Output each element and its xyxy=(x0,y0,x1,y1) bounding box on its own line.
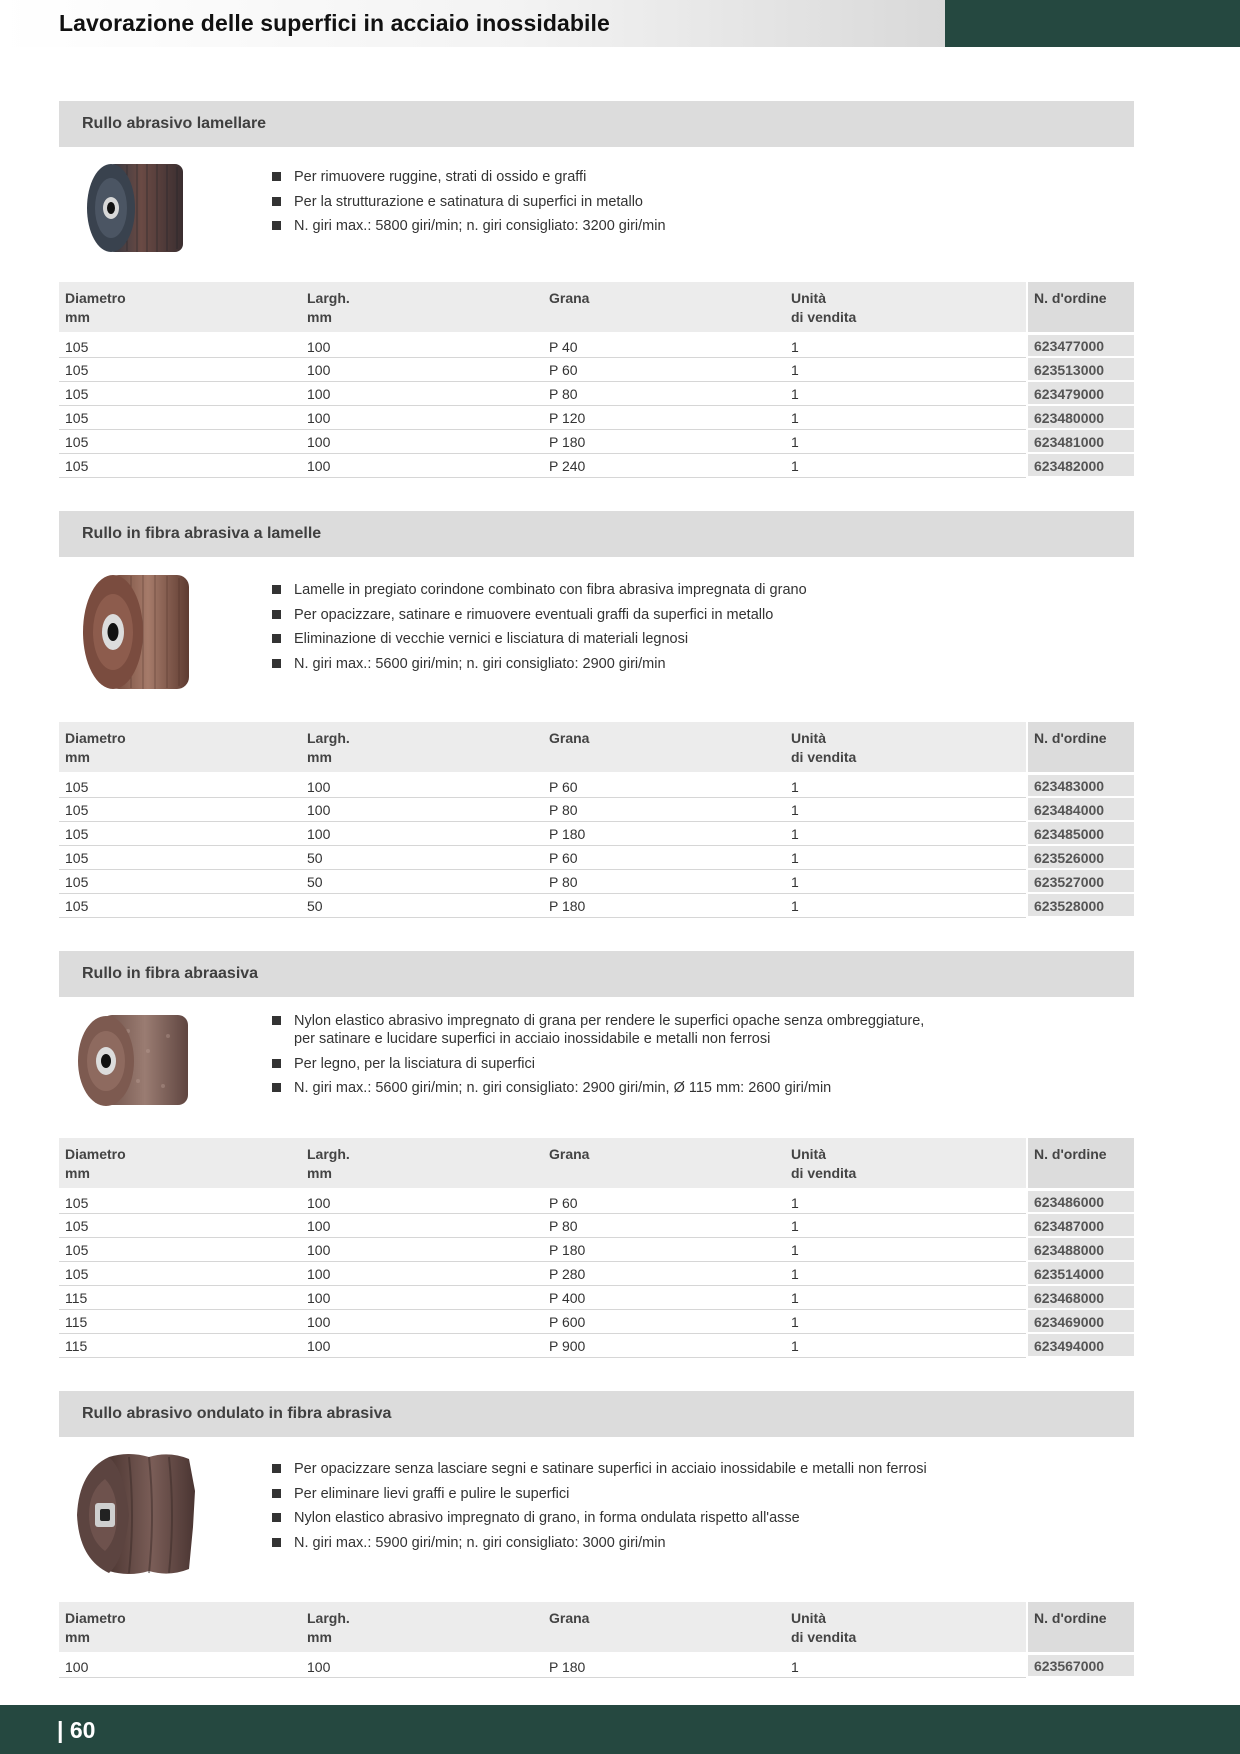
text-label: N. d'ordine xyxy=(1034,1610,1107,1626)
feature-item xyxy=(272,193,666,211)
column-header-grit xyxy=(543,722,785,773)
feature-item xyxy=(272,1079,924,1097)
order-number: 623482000 xyxy=(1027,453,1134,477)
table-cell: P 120 xyxy=(543,405,785,429)
table-row xyxy=(59,453,1134,477)
table-row xyxy=(59,773,1134,797)
text-label: Lamelle in pregiato corindone combinato con fibra abrasiva impregnata di grano xyxy=(294,582,807,598)
table-cell: 105 xyxy=(59,357,301,381)
feature-item xyxy=(272,168,666,186)
feature-list xyxy=(272,1460,927,1558)
text-label: N. giri max.: 5900 giri/min; n. giri consigliato: 3000 giri/min xyxy=(294,1534,666,1551)
text-label: mm xyxy=(65,749,90,765)
bullet-square-icon xyxy=(272,634,281,643)
table-cell: 100 xyxy=(301,453,543,477)
table-cell: 115 xyxy=(59,1333,301,1357)
table-row xyxy=(59,1261,1134,1285)
column-header-sales-unit xyxy=(785,1602,1027,1653)
feature-item xyxy=(272,655,807,673)
table-cell: P 180 xyxy=(543,1237,785,1261)
table-row xyxy=(59,1309,1134,1333)
text-label: Largh. xyxy=(307,1146,350,1162)
table-cell: 1 xyxy=(785,1653,1027,1677)
header-accent-block xyxy=(945,0,1240,47)
text-label: Eliminazione di vecchie vernici e lisciatura di materiali legnosi xyxy=(294,631,689,647)
wave-fibre-roller-image xyxy=(69,1451,205,1579)
product-table xyxy=(59,1602,1134,1678)
feature-item xyxy=(272,1460,927,1478)
text-label: Diametro xyxy=(65,290,126,306)
column-header-sales-unit xyxy=(785,1138,1027,1189)
order-number: 623468000 xyxy=(1027,1285,1134,1309)
table-cell: 100 xyxy=(301,429,543,453)
text-label: mm xyxy=(307,749,332,765)
text-label: Per rimuovere ruggine, strati di ossido e graffi xyxy=(294,169,587,185)
order-number: 623486000 xyxy=(1027,1189,1134,1213)
table-cell: 105 xyxy=(59,1189,301,1213)
table-cell: 1 xyxy=(785,821,1027,845)
text-label: Unità xyxy=(791,730,826,746)
text-label: mm xyxy=(65,1629,90,1645)
feature-item xyxy=(272,1055,924,1073)
flap-wheel-image xyxy=(77,158,197,260)
text-label: di vendita xyxy=(791,1629,857,1645)
table-row xyxy=(59,357,1134,381)
table-cell: 1 xyxy=(785,1309,1027,1333)
product-table xyxy=(59,282,1134,478)
text-label: per satinare e lucidare superfici in acciaio inossidabile e metalli non ferrosi xyxy=(294,1031,771,1047)
text-label: Unità xyxy=(791,290,826,306)
table-cell: 1 xyxy=(785,1261,1027,1285)
page-header xyxy=(0,0,1240,47)
table-cell: 1 xyxy=(785,845,1027,869)
table-cell: 1 xyxy=(785,405,1027,429)
table-cell: 100 xyxy=(301,797,543,821)
section-wave-fibre-roller xyxy=(59,1391,1134,1675)
table-cell: 105 xyxy=(59,797,301,821)
table-cell: P 280 xyxy=(543,1261,785,1285)
section-title: Rullo in fibra abrasiva a lamelle xyxy=(82,525,322,542)
feature-list xyxy=(272,581,807,679)
column-header-grit xyxy=(543,1602,785,1653)
text-label: Grana xyxy=(549,1610,590,1626)
table-cell: P 80 xyxy=(543,869,785,893)
section-fibre-flap-wheel xyxy=(59,511,1134,914)
table-cell: 1 xyxy=(785,869,1027,893)
table-cell: P 40 xyxy=(543,333,785,357)
text-label: Diametro xyxy=(65,1146,126,1162)
text-label: N. d'ordine xyxy=(1034,730,1107,746)
page-number: | 60 xyxy=(57,1717,96,1743)
column-header-width xyxy=(301,722,543,773)
column-header-diameter xyxy=(59,1138,301,1189)
feature-item xyxy=(272,217,666,235)
text-label: mm xyxy=(65,1165,90,1181)
bullet-square-icon xyxy=(272,1513,281,1522)
table-cell: 1 xyxy=(785,773,1027,797)
table-cell: P 180 xyxy=(543,893,785,917)
table-row xyxy=(59,1285,1134,1309)
table-cell: 105 xyxy=(59,429,301,453)
table-cell: 1 xyxy=(785,797,1027,821)
table-cell: 115 xyxy=(59,1285,301,1309)
table-cell: P 80 xyxy=(543,1213,785,1237)
text-label: Unità xyxy=(791,1146,826,1162)
column-header-sales-unit xyxy=(785,282,1027,333)
text-label: Per opacizzare, satinare e rimuovere eventuali graffi da superfici in metallo xyxy=(294,606,774,623)
section-header xyxy=(59,511,1134,557)
page-title: Lavorazione delle superfici in acciaio inossidabile xyxy=(59,10,610,36)
bullet-square-icon xyxy=(272,197,281,206)
section-header xyxy=(59,951,1134,997)
table-row xyxy=(59,821,1134,845)
section-header xyxy=(59,1391,1134,1437)
table-cell: 100 xyxy=(301,333,543,357)
text-label: N. giri max.: 5600 giri/min; n. giri consigliato: 2900 giri/min, Ø 115 mm: 2600 giri/min xyxy=(294,1080,832,1096)
table-cell: 100 xyxy=(59,1653,301,1677)
table-row xyxy=(59,1237,1134,1261)
column-header-order-no xyxy=(1027,1602,1134,1653)
table-row xyxy=(59,893,1134,917)
table-cell: 1 xyxy=(785,357,1027,381)
table-cell: 100 xyxy=(301,1285,543,1309)
text-label: di vendita xyxy=(791,749,857,765)
column-header-order-no xyxy=(1027,722,1134,773)
order-number: 623469000 xyxy=(1027,1309,1134,1333)
table-cell: P 60 xyxy=(543,845,785,869)
column-header-order-no xyxy=(1027,1138,1134,1189)
order-number: 623514000 xyxy=(1027,1261,1134,1285)
text-label: N. d'ordine xyxy=(1034,1146,1107,1162)
table-row xyxy=(59,429,1134,453)
section-title: Rullo abrasivo ondulato in fibra abrasiva xyxy=(82,1405,392,1422)
table-cell: P 80 xyxy=(543,381,785,405)
bullet-square-icon xyxy=(272,221,281,230)
feature-item xyxy=(272,630,807,648)
table-cell: P 600 xyxy=(543,1309,785,1333)
product-table xyxy=(59,1138,1134,1358)
table-cell: 1 xyxy=(785,1285,1027,1309)
text-label: Grana xyxy=(549,730,590,746)
table-cell: 105 xyxy=(59,869,301,893)
table-header-row xyxy=(59,1602,1134,1653)
table-cell: 105 xyxy=(59,381,301,405)
table-cell: 50 xyxy=(301,893,543,917)
column-header-order-no xyxy=(1027,282,1134,333)
table-cell: P 180 xyxy=(543,1653,785,1677)
column-header-diameter xyxy=(59,1602,301,1653)
table-cell: 50 xyxy=(301,845,543,869)
column-header-grit xyxy=(543,282,785,333)
table-cell: 105 xyxy=(59,821,301,845)
table-cell: 100 xyxy=(301,1333,543,1357)
table-cell: P 60 xyxy=(543,357,785,381)
bullet-square-icon xyxy=(272,1016,281,1025)
table-cell: 105 xyxy=(59,845,301,869)
order-number: 623526000 xyxy=(1027,845,1134,869)
text-label: Per eliminare lievi graffi e pulire le superfici xyxy=(294,1485,570,1502)
table-cell: 100 xyxy=(301,1237,543,1261)
feature-item xyxy=(272,1534,927,1552)
table-row xyxy=(59,333,1134,357)
text-label: Nylon elastico abrasivo impregnato di grana per rendere le superfici opache senza ombreggiature, xyxy=(294,1013,925,1029)
order-number: 623481000 xyxy=(1027,429,1134,453)
text-label: Diametro xyxy=(65,1610,126,1626)
bullet-square-icon xyxy=(272,659,281,668)
order-number: 623528000 xyxy=(1027,893,1134,917)
table-cell: 1 xyxy=(785,1189,1027,1213)
feature-item xyxy=(272,1485,927,1503)
table-cell: 105 xyxy=(59,1237,301,1261)
text-label: N. giri max.: 5600 giri/min; n. giri consigliato: 2900 giri/min xyxy=(294,655,666,672)
order-number: 623484000 xyxy=(1027,797,1134,821)
table-cell: 50 xyxy=(301,869,543,893)
table-header-row xyxy=(59,1138,1134,1189)
table-cell: 115 xyxy=(59,1309,301,1333)
table-cell: 1 xyxy=(785,1333,1027,1357)
bullet-square-icon xyxy=(272,172,281,181)
text-label: Largh. xyxy=(307,730,350,746)
order-number: 623513000 xyxy=(1027,357,1134,381)
bullet-square-icon xyxy=(272,1464,281,1473)
text-label: Diametro xyxy=(65,730,126,746)
bullet-square-icon xyxy=(272,1059,281,1068)
order-number: 623485000 xyxy=(1027,821,1134,845)
text-label: N. d'ordine xyxy=(1034,290,1107,306)
column-header-grit xyxy=(543,1138,785,1189)
feature-item xyxy=(272,606,807,624)
text-label: di vendita xyxy=(791,309,857,325)
table-row xyxy=(59,1213,1134,1237)
column-header-width xyxy=(301,1602,543,1653)
table-cell: 100 xyxy=(301,1213,543,1237)
table-cell: 100 xyxy=(301,773,543,797)
column-header-sales-unit xyxy=(785,722,1027,773)
fibre-roller-image xyxy=(68,1011,194,1111)
column-header-width xyxy=(301,1138,543,1189)
text-label: Largh. xyxy=(307,290,350,306)
table-cell: P 80 xyxy=(543,797,785,821)
table-cell: 105 xyxy=(59,893,301,917)
bullet-square-icon xyxy=(272,610,281,619)
table-cell: P 180 xyxy=(543,821,785,845)
table-cell: 100 xyxy=(301,1261,543,1285)
section-fibre-roller xyxy=(59,951,1134,1354)
column-header-diameter xyxy=(59,282,301,333)
feature-list xyxy=(272,1012,924,1104)
page-footer xyxy=(0,1705,1240,1754)
text-label: mm xyxy=(307,309,332,325)
text-label: Largh. xyxy=(307,1610,350,1626)
feature-item xyxy=(272,581,807,599)
table-cell: 105 xyxy=(59,453,301,477)
table-row xyxy=(59,405,1134,429)
table-cell: 105 xyxy=(59,773,301,797)
order-number: 623480000 xyxy=(1027,405,1134,429)
text-label: mm xyxy=(307,1629,332,1645)
table-cell: P 400 xyxy=(543,1285,785,1309)
order-number: 623488000 xyxy=(1027,1237,1134,1261)
feature-list xyxy=(272,168,666,242)
feature-item xyxy=(272,1012,924,1030)
table-cell: 100 xyxy=(301,1309,543,1333)
table-cell: 100 xyxy=(301,1653,543,1677)
table-cell: P 240 xyxy=(543,453,785,477)
table-cell: 1 xyxy=(785,893,1027,917)
feature-item-continuation xyxy=(272,1030,924,1048)
table-row xyxy=(59,869,1134,893)
bullet-square-icon xyxy=(272,585,281,594)
order-number: 623567000 xyxy=(1027,1653,1134,1677)
fibre-flap-wheel-image xyxy=(73,569,197,695)
table-cell: 1 xyxy=(785,333,1027,357)
text-label: Per opacizzare senza lasciare segni e satinare superfici in acciaio inossidabile e metalli non ferrosi xyxy=(294,1461,927,1477)
table-cell: 1 xyxy=(785,1237,1027,1261)
table-cell: 100 xyxy=(301,821,543,845)
table-cell: 100 xyxy=(301,1189,543,1213)
table-row xyxy=(59,1653,1134,1677)
table-cell: P 180 xyxy=(543,429,785,453)
table-cell: 1 xyxy=(785,381,1027,405)
table-cell: 1 xyxy=(785,453,1027,477)
text-label: Per legno, per la lisciatura di superfici xyxy=(294,1055,535,1072)
text-label: di vendita xyxy=(791,1165,857,1181)
section-title: Rullo abrasivo lamellare xyxy=(82,115,267,132)
table-row xyxy=(59,1333,1134,1357)
order-number: 623479000 xyxy=(1027,381,1134,405)
order-number: 623494000 xyxy=(1027,1333,1134,1357)
feature-item xyxy=(272,1509,927,1527)
bullet-square-icon xyxy=(272,1489,281,1498)
table-header-row xyxy=(59,282,1134,333)
table-cell: 100 xyxy=(301,357,543,381)
table-cell: 100 xyxy=(301,381,543,405)
text-label: Grana xyxy=(549,1146,590,1162)
bullet-square-icon xyxy=(272,1538,281,1547)
table-row xyxy=(59,797,1134,821)
order-number: 623477000 xyxy=(1027,333,1134,357)
text-label: Unità xyxy=(791,1610,826,1626)
order-number: 623527000 xyxy=(1027,869,1134,893)
text-label: mm xyxy=(307,1165,332,1181)
table-cell: 105 xyxy=(59,405,301,429)
product-table xyxy=(59,722,1134,918)
table-cell: 105 xyxy=(59,333,301,357)
section-title: Rullo in fibra abraasiva xyxy=(82,965,259,982)
text-label: Nylon elastico abrasivo impregnato di grano, in forma ondulata rispetto all'asse xyxy=(294,1510,800,1526)
table-cell: P 60 xyxy=(543,773,785,797)
column-header-diameter xyxy=(59,722,301,773)
table-row xyxy=(59,1189,1134,1213)
table-header-row xyxy=(59,722,1134,773)
order-number: 623487000 xyxy=(1027,1213,1134,1237)
order-number: 623483000 xyxy=(1027,773,1134,797)
text-label: Per la strutturazione e satinatura di superfici in metallo xyxy=(294,193,643,210)
table-cell: 105 xyxy=(59,1261,301,1285)
table-cell: P 60 xyxy=(543,1189,785,1213)
bullet-square-icon xyxy=(272,1083,281,1092)
section-flap-wheel xyxy=(59,101,1134,474)
table-cell: 105 xyxy=(59,1213,301,1237)
table-row xyxy=(59,381,1134,405)
text-label: mm xyxy=(65,309,90,325)
column-header-width xyxy=(301,282,543,333)
table-cell: 100 xyxy=(301,405,543,429)
text-label: N. giri max.: 5800 giri/min; n. giri consigliato: 3200 giri/min xyxy=(294,218,666,234)
table-row xyxy=(59,845,1134,869)
table-cell: 1 xyxy=(785,429,1027,453)
section-header xyxy=(59,101,1134,147)
table-cell: 1 xyxy=(785,1213,1027,1237)
text-label: Grana xyxy=(549,290,590,306)
table-cell: P 900 xyxy=(543,1333,785,1357)
